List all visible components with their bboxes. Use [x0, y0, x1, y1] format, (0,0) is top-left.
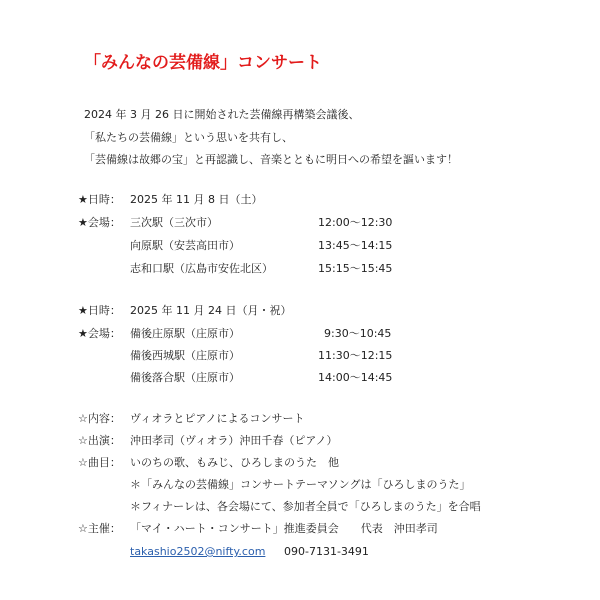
- finale-note: ＊フィナーレは、各会場にて、参加者全員で「ひろしまのうた」を合唱: [130, 500, 481, 513]
- event2-venue-label: ★会場：: [78, 327, 121, 340]
- event2-venue-name: 備後西城駅（庄原市）: [130, 349, 240, 362]
- page-title: 「みんなの芸備線」コンサート: [84, 53, 322, 73]
- event1-venue-label: ★会場：: [78, 216, 121, 229]
- event1-venue-time: 13:45～14:15: [318, 239, 393, 252]
- event1-venue-time: 15:15～15:45: [318, 262, 393, 275]
- event1-venue-name: 志和口駅（広島市安佐北区）: [130, 262, 273, 275]
- theme-song-note: ＊「みんなの芸備線」コンサートテーマソングは「ひろしまのうた」: [130, 478, 471, 491]
- event2-date: 2025 年 11 月 24 日（月・祝）: [130, 304, 292, 317]
- event2-venue-name: 備後庄原駅（庄原市）: [130, 327, 240, 340]
- organizer-value: 「マイ・ハート・コンサート」推進委員会 代表 沖田孝司: [130, 522, 438, 535]
- event1-venue-name: 向原駅（安芸高田市）: [130, 239, 240, 252]
- content-value: ヴィオラとピアノによるコンサート: [130, 412, 305, 425]
- contact-email-link[interactable]: takashio2502@nifty.com: [130, 545, 266, 558]
- contact-phone: 090-7131-3491: [284, 545, 369, 558]
- intro-line-2: 「私たちの芸備線」という思いを共有し、: [84, 131, 293, 144]
- content-label: ☆内容：: [78, 412, 121, 425]
- songs-label: ☆曲目：: [78, 456, 121, 469]
- performers-value: 沖田孝司（ヴィオラ）沖田千春（ピアノ）: [130, 434, 338, 447]
- event2-venue-time: 11:30～12:15: [318, 349, 393, 362]
- intro-line-3: 「芸備線は故郷の宝」と再認識し、音楽とともに明日への希望を謳います！: [84, 153, 458, 166]
- songs-value: いのちの歌、もみじ、ひろしまのうた 他: [130, 456, 339, 469]
- event2-venue-time: 14:00～14:45: [318, 371, 393, 384]
- event1-venue-time: 12:00～12:30: [318, 216, 393, 229]
- event1-venue-name: 三次駅（三次市）: [130, 216, 218, 229]
- event2-venue-time: 9:30～10:45: [324, 327, 392, 340]
- event1-date: 2025 年 11 月 8 日（土）: [130, 193, 263, 206]
- event1-date-label: ★日時：: [78, 193, 121, 206]
- event2-venue-name: 備後落合駅（庄原市）: [130, 371, 240, 384]
- performers-label: ☆出演：: [78, 434, 121, 447]
- organizer-label: ☆主催：: [78, 522, 121, 535]
- event2-date-label: ★日時：: [78, 304, 121, 317]
- intro-line-1: 2024 年 3 月 26 日に開始された芸備線再構築会議後、: [84, 108, 360, 121]
